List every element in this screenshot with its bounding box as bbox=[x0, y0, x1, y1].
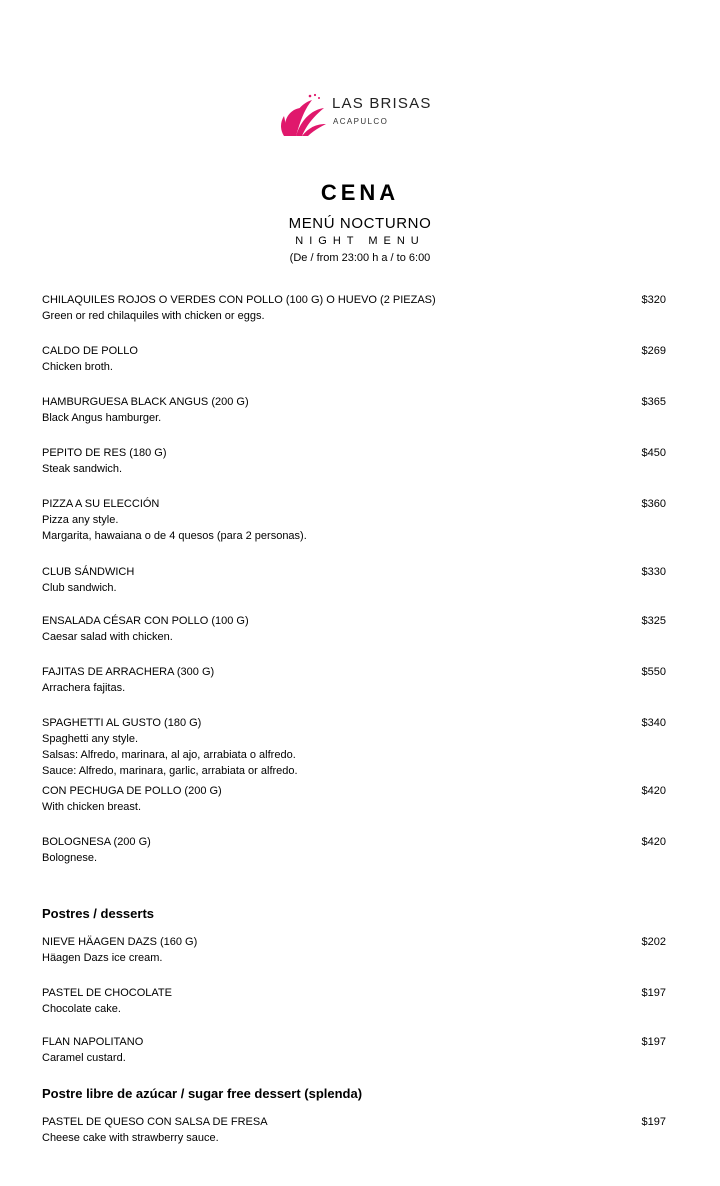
menu-item bbox=[42, 1114, 666, 1146]
brand-logo bbox=[280, 92, 430, 138]
item-price: $360 bbox=[641, 498, 666, 510]
item-price: $420 bbox=[641, 836, 666, 848]
flower-logo-icon bbox=[280, 92, 328, 138]
item-description: Steak sandwich. bbox=[42, 463, 123, 475]
menu-item bbox=[42, 343, 666, 375]
item-description: Pizza any style. bbox=[42, 514, 119, 526]
menu-item bbox=[42, 834, 666, 866]
item-description: Spaghetti any style. bbox=[42, 733, 139, 745]
item-price: $420 bbox=[641, 785, 666, 797]
item-description: Bolognese. bbox=[42, 852, 98, 864]
item-name: ENSALADA CÉSAR CON POLLO (100 G) bbox=[42, 615, 249, 627]
item-price: $269 bbox=[641, 345, 666, 357]
menu-item bbox=[42, 664, 666, 696]
item-description: Sauce: Alfredo, marinara, garlic, arrabiata or alfredo. bbox=[42, 765, 298, 777]
menu-item bbox=[42, 1034, 666, 1066]
item-description: Häagen Dazs ice cream. bbox=[42, 952, 163, 964]
menu-item bbox=[42, 445, 666, 477]
item-description: Arrachera fajitas. bbox=[42, 682, 126, 694]
item-description: Chocolate cake. bbox=[42, 1003, 121, 1015]
item-name: SPAGHETTI AL GUSTO (180 G) bbox=[42, 717, 202, 729]
menu-item bbox=[42, 613, 666, 645]
item-description: Margarita, hawaiana o de 4 quesos (para 2 personas). bbox=[42, 530, 307, 542]
item-name: PIZZA A SU ELECCIÓN bbox=[42, 498, 160, 510]
menu-item bbox=[42, 564, 666, 596]
item-price: $330 bbox=[641, 566, 666, 578]
item-name: HAMBURGUESA BLACK ANGUS (200 G) bbox=[42, 396, 249, 408]
menu-item bbox=[42, 496, 666, 544]
item-name: PEPITO DE RES (180 G) bbox=[42, 447, 167, 459]
item-price: $197 bbox=[641, 1116, 666, 1128]
item-name: PASTEL DE QUESO CON SALSA DE FRESA bbox=[42, 1116, 268, 1128]
menu-item bbox=[42, 292, 666, 324]
item-price: $450 bbox=[641, 447, 666, 459]
item-price: $325 bbox=[641, 615, 666, 627]
item-description: Cheese cake with strawberry sauce. bbox=[42, 1132, 219, 1144]
brand-name: LAS BRISAS bbox=[332, 95, 432, 112]
item-name: FLAN NAPOLITANO bbox=[42, 1036, 144, 1048]
menu-hours: (De / from 23:00 h a / to 6:00 bbox=[289, 252, 431, 264]
item-name: CON PECHUGA DE POLLO (200 G) bbox=[42, 785, 222, 797]
menu-item bbox=[42, 715, 666, 779]
item-name: CHILAQUILES ROJOS O VERDES CON POLLO (100 G) O HUEVO (2 PIEZAS) bbox=[42, 294, 436, 306]
item-name: BOLOGNESA (200 G) bbox=[42, 836, 151, 848]
section-heading-sugar-free: Postre libre de azúcar / sugar free dessert (splenda) bbox=[42, 1086, 363, 1101]
item-description: Salsas: Alfredo, marinara, al ajo, arrabiata o alfredo. bbox=[42, 749, 296, 761]
item-name: NIEVE HÄAGEN DAZS (160 G) bbox=[42, 936, 198, 948]
brand-location: ACAPULCO bbox=[333, 117, 389, 126]
menu-subtitle-es: MENÚ NOCTURNO bbox=[288, 215, 432, 232]
item-description: Caramel custard. bbox=[42, 1052, 126, 1064]
item-price: $197 bbox=[641, 987, 666, 999]
item-price: $340 bbox=[641, 717, 666, 729]
menu-subtitle-en: NIGHT MENU bbox=[295, 235, 425, 247]
item-name: CLUB SÁNDWICH bbox=[42, 566, 135, 578]
menu-item bbox=[42, 934, 666, 966]
item-price: $365 bbox=[641, 396, 666, 408]
item-description: Chicken broth. bbox=[42, 361, 113, 373]
item-price: $202 bbox=[641, 936, 666, 948]
item-description: Club sandwich. bbox=[42, 582, 117, 594]
item-price: $320 bbox=[641, 294, 666, 306]
item-description: Caesar salad with chicken. bbox=[42, 631, 173, 643]
item-name: PASTEL DE CHOCOLATE bbox=[42, 987, 172, 999]
item-name: CALDO DE POLLO bbox=[42, 345, 138, 357]
item-price: $550 bbox=[641, 666, 666, 678]
menu-item bbox=[42, 394, 666, 426]
item-price: $197 bbox=[641, 1036, 666, 1048]
menu-item bbox=[42, 985, 666, 1017]
item-description: Black Angus hamburger. bbox=[42, 412, 162, 424]
menu-item bbox=[42, 783, 666, 815]
item-name: FAJITAS DE ARRACHERA (300 G) bbox=[42, 666, 215, 678]
item-description: With chicken breast. bbox=[42, 801, 142, 813]
section-heading-desserts: Postres / desserts bbox=[42, 906, 155, 921]
menu-title: CENA bbox=[320, 180, 400, 205]
item-description: Green or red chilaquiles with chicken or eggs. bbox=[42, 310, 265, 322]
